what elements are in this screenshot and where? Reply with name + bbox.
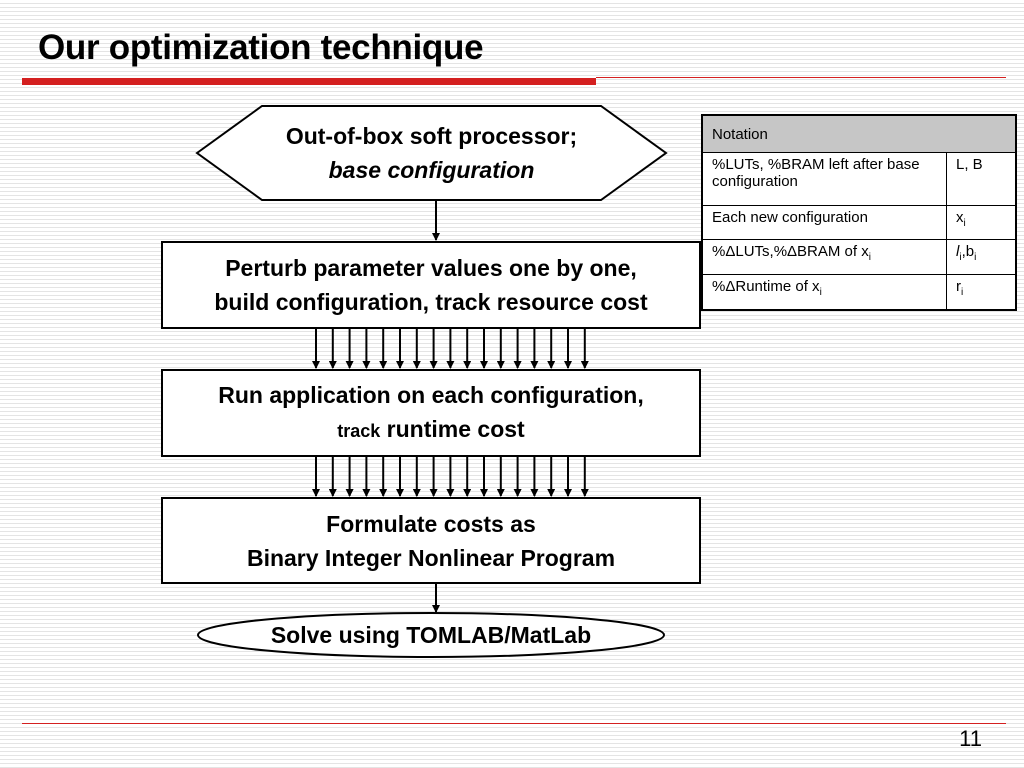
notation-row1-right: L, B [947,153,1017,206]
notation-header: Notation [702,115,1016,153]
table-row [702,275,1016,310]
notation-row4-left [702,275,947,310]
formulate-line2: Binary Integer Nonlinear Program [246,545,616,571]
table-row [702,205,1016,240]
notation-row3-right-b: ,b [961,243,975,261]
notation-row3-left-base: %ΔLUTs,%ΔBRAM of x [712,243,869,261]
notation-row4-right [947,275,1017,310]
perturb-line1: Perturb parameter values one by one, [225,255,637,281]
notation-row3-right-b-sub: i [974,252,977,264]
notation-row3-right [947,240,1017,275]
table-row [702,153,1016,206]
notation-row2-right-sub: i [963,217,966,229]
notation-row3-right-a: l [956,243,960,261]
notation-row2-right-base: x [956,208,964,226]
start-node [197,116,666,190]
solve-label: Solve using TOMLAB/MatLab [270,622,592,648]
run-line2 [337,412,524,448]
run-line2-rest: runtime cost [380,416,525,442]
notation-row1-left: %LUTs, %BRAM left after base configuration [702,153,947,206]
perturb-node [162,250,700,320]
table-row [702,240,1016,275]
arrow-bundle-run-to-formulate [316,457,585,496]
notation-row3-right-a-sub: i [959,252,962,264]
slide-title: Our optimization technique [38,28,484,67]
notation-row2-right [947,205,1017,240]
start-line1: Out-of-box soft processor; [285,123,578,149]
start-line2: base configuration [328,157,535,183]
arrow-bundle-perturb-to-run [316,329,585,368]
notation-table [701,114,1017,311]
perturb-line2: build configuration, track resource cost [214,289,648,315]
page-number: 11 [959,726,982,751]
run-line2-small: track [337,421,381,441]
run-node [162,378,700,448]
notation-row4-right-sub: i [961,287,964,299]
footer-rule [22,723,1006,724]
notation-row4-left-sub: i [819,287,822,299]
formulate-line1: Formulate costs as [326,511,536,537]
notation-row2-left: Each new configuration [702,205,947,240]
formulate-node [162,506,700,576]
solve-node [198,616,664,654]
notation-header-row [702,115,1016,153]
notation-row4-left-base: %ΔRuntime of x [712,278,820,296]
notation-row3-left-sub: i [868,252,871,264]
run-line1: Run application on each configuration, [218,382,644,408]
notation-row3-left [702,240,947,275]
notation-row4-right-base: r [956,278,961,296]
